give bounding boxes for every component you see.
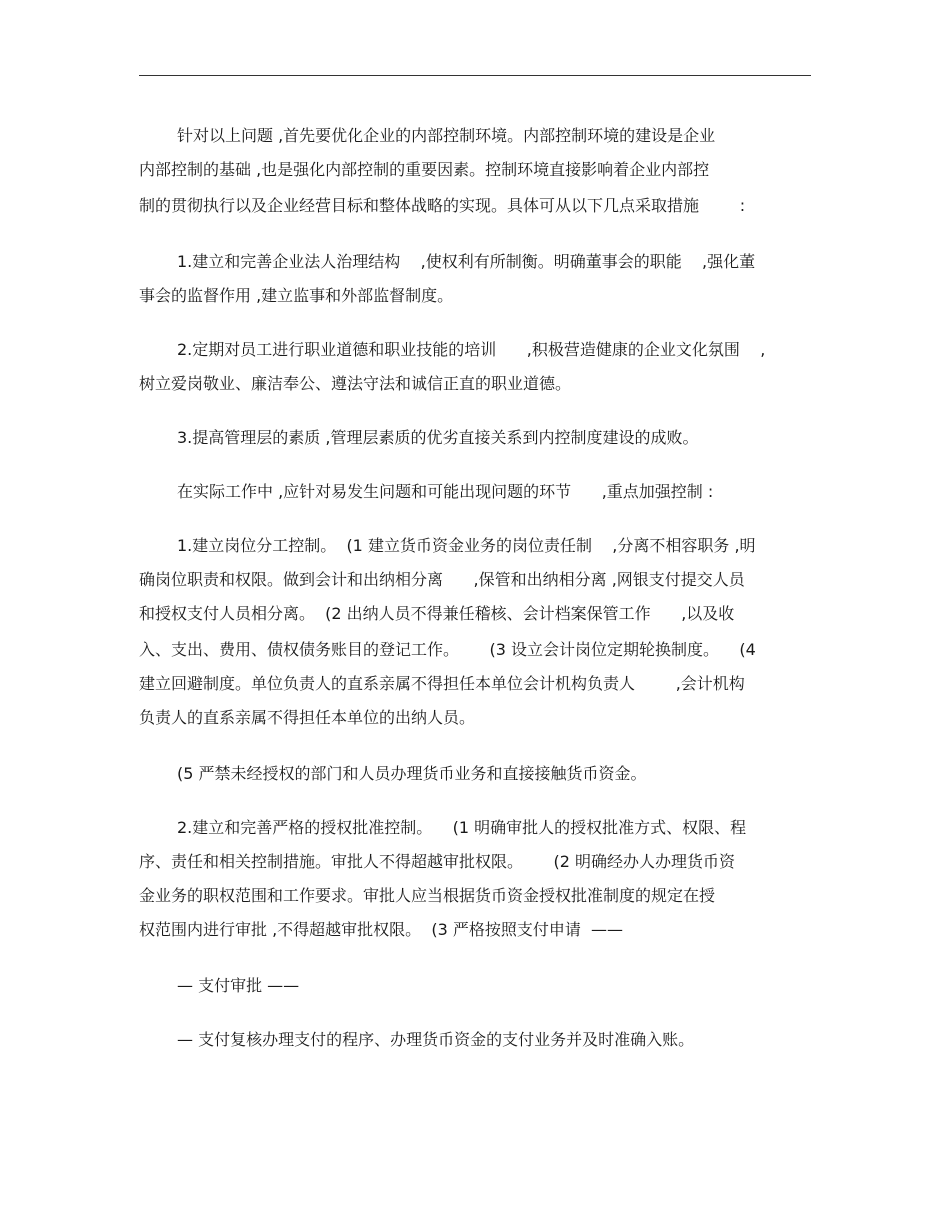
paragraph-6-line-4: 入、支出、费用、债权债务账目的登记工作。 (3 设立会计岗位定期轮换制度。 (4 (139, 640, 756, 659)
paragraph-1-line-3: 制的贯彻执行以及企业经营目标和整体战略的实现。具体可从以下几点采取措施 : (139, 196, 746, 215)
paragraph-5-line-1: 在实际工作中 ,应针对易发生问题和可能出现问题的环节 ,重点加强控制 : (177, 482, 714, 501)
paragraph-7-line-1: (5 严禁未经授权的部门和人员办理货币业务和直接接触货币资金。 (177, 764, 647, 783)
paragraph-6-line-1: 1.建立岗位分工控制。 (1 建立货币资金业务的岗位责任制 ,分离不相容职务 ,明 (177, 536, 756, 555)
paragraph-2-line-1: 1.建立和完善企业法人治理结构 ,使权利有所制衡。明确董事会的职能 ,强化董 (177, 252, 756, 271)
paragraph-6-line-5: 建立回避制度。单位负责人的直系亲属不得担任本单位会计机构负责人 ,会计机构 (139, 674, 745, 693)
paragraph-1-line-2: 内部控制的基础 ,也是强化内部控制的重要因素。控制环境直接影响着企业内部控 (139, 160, 710, 179)
paragraph-6-line-3: 和授权支付人员相分离。 (2 出纳人员不得兼任稽核、会计档案保管工作 ,以及收 (139, 604, 735, 623)
paragraph-3-line-2: 树立爱岗敬业、廉洁奉公、遵法守法和诚信正直的职业道德。 (139, 374, 572, 393)
paragraph-2-line-2: 事会的监督作用 ,建立监事和外部监督制度。 (139, 286, 454, 305)
paragraph-10-line-1: — 支付复核办理支付的程序、办理货币资金的支付业务并及时准确入账。 (177, 1030, 695, 1049)
paragraph-3-line-1: 2.定期对员工进行职业道德和职业技能的培训 ,积极营造健康的企业文化氛围 , (177, 340, 766, 359)
paragraph-6-line-6: 负责人的直系亲属不得担任本单位的出纳人员。 (139, 708, 476, 727)
paragraph-8-line-3: 金业务的职权范围和工作要求。审批人应当根据货币资金授权批准制度的规定在授 (139, 886, 716, 905)
paragraph-6-line-2: 确岗位职责和权限。做到会计和出纳相分离 ,保管和出纳相分离 ,网银支付提交人员 (139, 570, 745, 589)
paragraph-8-line-1: 2.建立和完善严格的授权批准控制。 (1 明确审批人的授权批准方式、权限、程 (177, 818, 747, 837)
header-rule (139, 75, 811, 76)
paragraph-4-line-1: 3.提高管理层的素质 ,管理层素质的优劣直接关系到内控制度建设的成败。 (177, 428, 699, 447)
paragraph-8-line-2: 序、责任和相关控制措施。审批人不得超越审批权限。 (2 明确经办人办理货币资 (139, 852, 736, 871)
paragraph-1-line-1: 针对以上问题 ,首先要优化企业的内部控制环境。内部控制环境的建设是企业 (177, 126, 716, 145)
paragraph-8-line-4: 权范围内进行审批 ,不得超越审批权限。 (3 严格按照支付申请 —— (139, 920, 624, 939)
paragraph-9-line-1: — 支付审批 —— (177, 976, 300, 995)
